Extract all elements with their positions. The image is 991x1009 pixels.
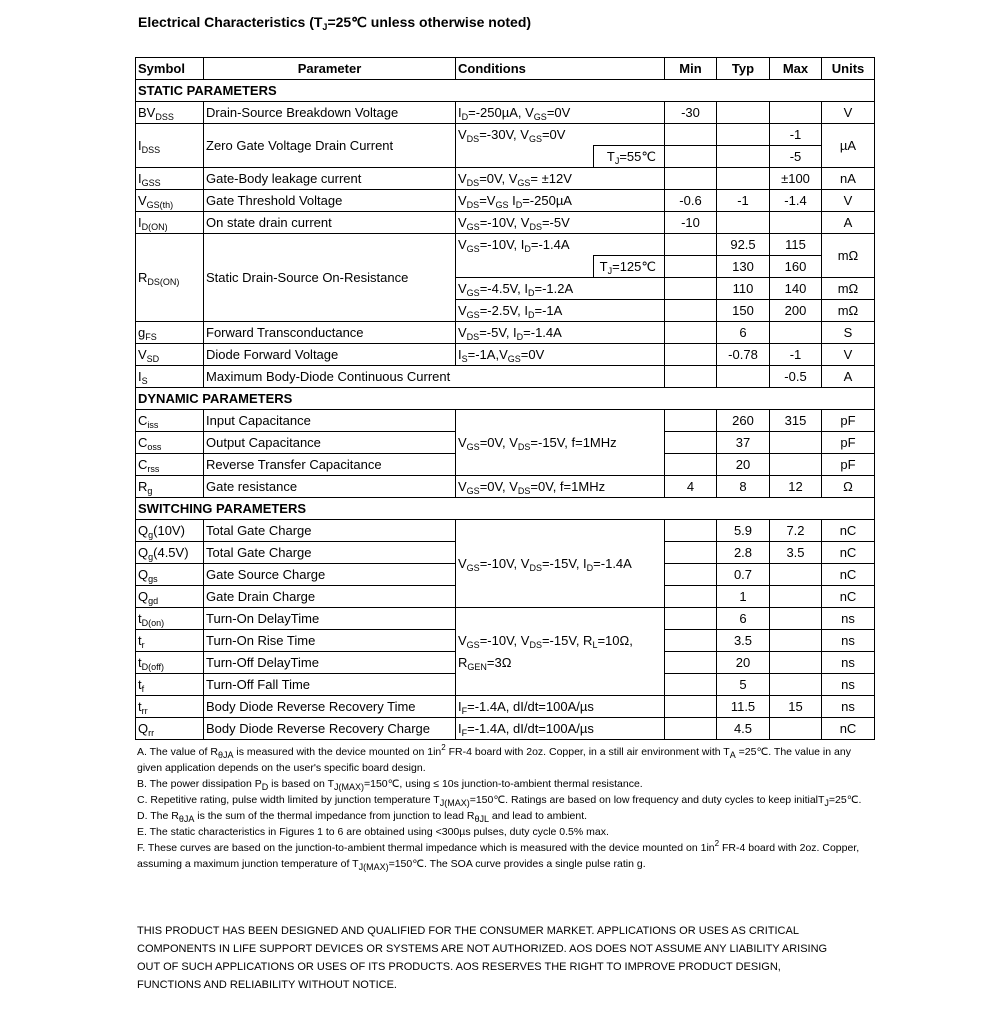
min-cell: -30 [665, 102, 717, 124]
header-units: Units [822, 58, 875, 80]
parameter-cell: Turn-On DelayTime [204, 608, 456, 630]
parameter-cell: Maximum Body-Diode Continuous Current [204, 366, 665, 388]
units-cell: S [822, 322, 875, 344]
min-cell [665, 146, 717, 168]
max-cell [770, 454, 822, 476]
min-cell [665, 234, 717, 256]
max-cell [770, 718, 822, 740]
section-row-dynamic [136, 388, 875, 410]
symbol-cell: $g_{FS}$ [136, 322, 204, 344]
table-row [136, 520, 875, 542]
units-cell: ns [822, 696, 875, 718]
symbol-cell: $I_{GSS}$ [136, 168, 204, 190]
conditions-cell: $T_J=55℃$ [594, 146, 665, 168]
units-cell: pF [822, 410, 875, 432]
table-row [136, 190, 875, 212]
symbol-cell: $C_{oss}$ [136, 432, 204, 454]
footnote-f: F. These curves are based on the junction-to-ambient thermal impedance which is measured with the device mounted on $1in^2$ FR-4 board with 2oz. Copper, assuming a maximum junction temperature of $T_{J(MAX)}=150℃$. The SOA curve provides a single pulse ratin g. [137, 839, 860, 872]
min-cell [665, 344, 717, 366]
min-cell [665, 564, 717, 586]
symbol-cell: $t_f$ [136, 674, 204, 696]
units-cell: nC [822, 520, 875, 542]
typ-cell: 3.5 [717, 630, 770, 652]
section-static: STATIC PARAMETERS [136, 80, 875, 102]
conditions-cell: $V_{GS}=-2.5V$, $I_D=-1A$ [456, 300, 665, 322]
max-cell: 7.2 [770, 520, 822, 542]
symbol-cell: $V_{SD}$ [136, 344, 204, 366]
conditions-cell: $V_{GS}=0V$, $V_{DS}=-15V$, f=1MHz [456, 410, 665, 476]
parameter-cell: Drain-Source Breakdown Voltage [204, 102, 456, 124]
header-typ: Typ [717, 58, 770, 80]
parameter-cell: Gate resistance [204, 476, 456, 498]
table-row [136, 168, 875, 190]
max-cell: 160 [770, 256, 822, 278]
min-cell [665, 124, 717, 146]
max-cell [770, 586, 822, 608]
typ-cell: 150 [717, 300, 770, 322]
conditions-cell: $I_F=-1.4A$, dI/dt=100A/µs [456, 718, 665, 740]
typ-cell: 92.5 [717, 234, 770, 256]
parameter-cell: Total Gate Charge [204, 520, 456, 542]
parameter-cell: Gate-Body leakage current [204, 168, 456, 190]
units-cell: ns [822, 652, 875, 674]
typ-cell: 20 [717, 454, 770, 476]
min-cell [665, 542, 717, 564]
footnote-d: D. The $R_{\theta JA}$ is the sum of the thermal impedance from junction to lead $R_{\theta JL}$ and lead to ambient. [137, 810, 588, 824]
max-cell [770, 630, 822, 652]
table-row [136, 322, 875, 344]
typ-cell [717, 168, 770, 190]
typ-cell: 0.7 [717, 564, 770, 586]
max-cell: 200 [770, 300, 822, 322]
typ-cell: 130 [717, 256, 770, 278]
parameter-cell: Reverse Transfer Capacitance [204, 454, 456, 476]
max-cell: 12 [770, 476, 822, 498]
parameter-cell: Gate Source Charge [204, 564, 456, 586]
symbol-cell: $Q_{gs}$ [136, 564, 204, 586]
parameter-cell: On state drain current [204, 212, 456, 234]
conditions-cell: $V_{GS}=-10V$, $V_{DS}=-5V$ [456, 212, 665, 234]
min-cell: -0.6 [665, 190, 717, 212]
typ-cell: 37 [717, 432, 770, 454]
disclaimer [137, 922, 877, 994]
max-cell [770, 102, 822, 124]
disclaimer-line: THIS PRODUCT HAS BEEN DESIGNED AND QUALIFIED FOR THE CONSUMER MARKET. APPLICATIONS OR USES AS CRITICAL [137, 925, 799, 937]
header-symbol: Symbol [136, 58, 204, 80]
page-title: Electrical Characteristics ($T_J=25℃$ unless otherwise noted) [138, 14, 532, 32]
table-row [136, 344, 875, 366]
units-cell: nC [822, 564, 875, 586]
typ-cell: 4.5 [717, 718, 770, 740]
table-row [136, 608, 875, 630]
units-cell: nC [822, 718, 875, 740]
table-row [136, 102, 875, 124]
units-cell: Ω [822, 476, 875, 498]
header-max: Max [770, 58, 822, 80]
parameter-cell: Turn-Off Fall Time [204, 674, 456, 696]
conditions-cell: $I_F=-1.4A$, dI/dt=100A/µs [456, 696, 665, 718]
typ-cell [717, 366, 770, 388]
parameter-cell: Zero Gate Voltage Drain Current [204, 124, 456, 168]
max-cell: -1 [770, 124, 822, 146]
conditions-cell: $I_S=-1A,V_{GS}=0V$ [456, 344, 665, 366]
units-cell: ns [822, 630, 875, 652]
symbol-cell: $I_{D(ON)}$ [136, 212, 204, 234]
units-cell: mΩ [822, 278, 875, 300]
units-cell: mΩ [822, 234, 875, 278]
typ-cell: 6 [717, 322, 770, 344]
max-cell [770, 652, 822, 674]
conditions-cell: $V_{GS}=-4.5V$, $I_D=-1.2A$ [456, 278, 665, 300]
min-cell [665, 366, 717, 388]
footnote-a: A. The value of $R_{\theta JA}$ is measured with the device mounted on $1in^2$ FR-4 board with 2oz. Copper, in a still air environment with $T_A$ =25℃. The value in any given application depends on the user's specific board design. [137, 743, 851, 774]
typ-cell: 1 [717, 586, 770, 608]
parameter-cell: Total Gate Charge [204, 542, 456, 564]
table-row [136, 212, 875, 234]
min-cell [665, 696, 717, 718]
units-cell: nA [822, 168, 875, 190]
units-cell: pF [822, 454, 875, 476]
parameter-cell: Forward Transconductance [204, 322, 456, 344]
symbol-cell: $t_{D(off)}$ [136, 652, 204, 674]
symbol-cell: $t_{D(on)}$ [136, 608, 204, 630]
typ-cell: 8 [717, 476, 770, 498]
max-cell [770, 212, 822, 234]
parameter-cell: Diode Forward Voltage [204, 344, 456, 366]
header-min: Min [665, 58, 717, 80]
min-cell [665, 586, 717, 608]
table-row [136, 718, 875, 740]
min-cell [665, 520, 717, 542]
min-cell [665, 278, 717, 300]
table-row [136, 696, 875, 718]
parameter-cell: Body Diode Reverse Recovery Time [204, 696, 456, 718]
conditions-cell: $V_{GS}=-10V$, $V_{DS}=-15V$, $I_D=-1.4A$ [456, 520, 665, 608]
max-cell: 315 [770, 410, 822, 432]
typ-cell: -1 [717, 190, 770, 212]
max-cell: 115 [770, 234, 822, 256]
min-cell [665, 652, 717, 674]
conditions-cell: $V_{DS}=V_{GS}$ $I_D=-250\mu A$ [456, 190, 665, 212]
min-cell [665, 300, 717, 322]
typ-cell [717, 146, 770, 168]
units-cell: nC [822, 586, 875, 608]
conditions-cell: $V_{DS}=-30V$, $V_{GS}=0V$ [456, 124, 665, 146]
conditions-cell: $V_{GS}=-10V$, $I_D=-1.4A$ [456, 234, 665, 256]
section-row-static [136, 80, 875, 102]
symbol-cell: $Q_g(10V)$ [136, 520, 204, 542]
electrical-characteristics-table [135, 57, 875, 740]
max-cell [770, 674, 822, 696]
units-cell: ns [822, 674, 875, 696]
footnotes [137, 744, 877, 872]
footnote-c: C. Repetitive rating, pulse width limited by junction temperature $T_{J(MAX)}=150℃$. Ratings are based on low frequency and duty cycles to keep initialT$_J$=25℃. [137, 794, 862, 808]
typ-cell [717, 212, 770, 234]
min-cell [665, 718, 717, 740]
typ-cell: 110 [717, 278, 770, 300]
units-cell: pF [822, 432, 875, 454]
min-cell: -10 [665, 212, 717, 234]
units-cell: mΩ [822, 300, 875, 322]
max-cell: -1.4 [770, 190, 822, 212]
min-cell [665, 454, 717, 476]
typ-cell: 6 [717, 608, 770, 630]
parameter-cell: Static Drain-Source On-Resistance [204, 234, 456, 322]
section-dynamic: DYNAMIC PARAMETERS [136, 388, 875, 410]
parameter-cell: Output Capacitance [204, 432, 456, 454]
max-cell: ±100 [770, 168, 822, 190]
symbol-cell: $t_r$ [136, 630, 204, 652]
parameter-cell: Gate Threshold Voltage [204, 190, 456, 212]
parameter-cell: Turn-On Rise Time [204, 630, 456, 652]
typ-cell: 11.5 [717, 696, 770, 718]
parameter-cell: Gate Drain Charge [204, 586, 456, 608]
min-cell [665, 410, 717, 432]
footnote-e: E. The static characteristics in Figures 1 to 6 are obtained using <300µs pulses, duty cycle 0.5% max. [137, 826, 609, 838]
symbol-cell: $BV_{DSS}$ [136, 102, 204, 124]
conditions-cell: $V_{GS}=-10V$, $V_{DS}=-15V$, $R_L=10\Omega$, $R_{GEN}=3\Omega$ [456, 608, 665, 696]
footnote-b: B. The power dissipation $P_D$ is based on $T_{J(MAX)}=150℃$, using ≤ 10s junction-to-ambient thermal resistance. [137, 778, 643, 792]
disclaimer-line: COMPONENTS IN LIFE SUPPORT DEVICES OR SYSTEMS ARE NOT AUTHORIZED. AOS DOES NOT ASSUME ANY LIABILITY ARISING [137, 943, 828, 955]
parameter-cell: Body Diode Reverse Recovery Charge [204, 718, 456, 740]
max-cell [770, 608, 822, 630]
symbol-cell: $R_g$ [136, 476, 204, 498]
table-row [136, 366, 875, 388]
units-cell: µA [822, 124, 875, 168]
max-cell: -5 [770, 146, 822, 168]
table-row [136, 410, 875, 432]
conditions-cell: $I_D=-250\mu A$, $V_{GS}=0V$ [456, 102, 665, 124]
min-cell [665, 674, 717, 696]
max-cell: -1 [770, 344, 822, 366]
max-cell [770, 432, 822, 454]
conditions-cell: $V_{GS}=0V$, $V_{DS}=0V$, f=1MHz [456, 476, 665, 498]
typ-cell: 5.9 [717, 520, 770, 542]
typ-cell [717, 102, 770, 124]
max-cell: 3.5 [770, 542, 822, 564]
section-row-switching [136, 498, 875, 520]
parameter-cell: Input Capacitance [204, 410, 456, 432]
disclaimer-line: FUNCTIONS AND RELIABILITY WITHOUT NOTICE. [137, 979, 397, 991]
symbol-cell: $I_S$ [136, 366, 204, 388]
symbol-cell: $R_{DS(ON)}$ [136, 234, 204, 322]
min-cell [665, 432, 717, 454]
min-cell [665, 608, 717, 630]
units-cell: V [822, 102, 875, 124]
conditions-cell: $V_{DS}=-5V$, $I_D=-1.4A$ [456, 322, 665, 344]
parameter-cell: Turn-Off DelayTime [204, 652, 456, 674]
typ-cell: 260 [717, 410, 770, 432]
symbol-cell: $V_{GS(th)}$ [136, 190, 204, 212]
min-cell [665, 630, 717, 652]
max-cell: 140 [770, 278, 822, 300]
symbol-cell: $Q_{rr}$ [136, 718, 204, 740]
conditions-cell: $V_{DS}=0V$, $V_{GS}= \pm 12V$ [456, 168, 665, 190]
symbol-cell: $t_{rr}$ [136, 696, 204, 718]
units-cell: V [822, 344, 875, 366]
symbol-cell: $C_{rss}$ [136, 454, 204, 476]
symbol-cell: $Q_{gd}$ [136, 586, 204, 608]
min-cell [665, 168, 717, 190]
table-row [136, 234, 875, 256]
typ-cell [717, 124, 770, 146]
units-cell: ns [822, 608, 875, 630]
typ-cell: -0.78 [717, 344, 770, 366]
header-row [136, 58, 875, 80]
max-cell: 15 [770, 696, 822, 718]
table-row [136, 124, 875, 146]
max-cell [770, 322, 822, 344]
symbol-cell: $Q_g(4.5V)$ [136, 542, 204, 564]
typ-cell: 2.8 [717, 542, 770, 564]
disclaimer-line: OUT OF SUCH APPLICATIONS OR USES OF ITS PRODUCTS. AOS RESERVES THE RIGHT TO IMPROVE PRODUCT DESIGN, [137, 961, 781, 973]
table-row [136, 476, 875, 498]
min-cell [665, 322, 717, 344]
max-cell [770, 564, 822, 586]
symbol-cell: $C_{iss}$ [136, 410, 204, 432]
header-parameter: Parameter [204, 58, 456, 80]
symbol-cell: $I_{DSS}$ [136, 124, 204, 168]
typ-cell: 20 [717, 652, 770, 674]
typ-cell: 5 [717, 674, 770, 696]
units-cell: V [822, 190, 875, 212]
min-cell [665, 256, 717, 278]
section-switching: SWITCHING PARAMETERS [136, 498, 875, 520]
units-cell: A [822, 366, 875, 388]
conditions-cell: $T_J=125℃$ [594, 256, 665, 278]
min-cell: 4 [665, 476, 717, 498]
max-cell: -0.5 [770, 366, 822, 388]
header-conditions: Conditions [456, 58, 665, 80]
units-cell: nC [822, 542, 875, 564]
units-cell: A [822, 212, 875, 234]
